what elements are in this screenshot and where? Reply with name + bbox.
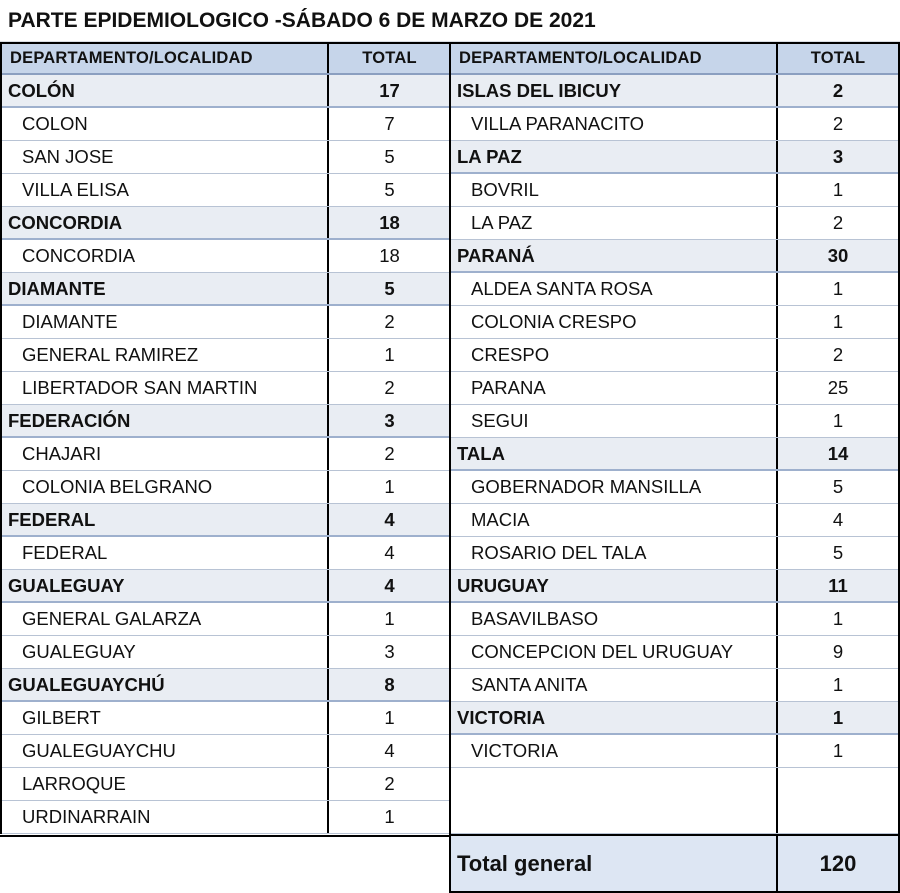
table-bottom-border: [0, 835, 450, 837]
locality-total: 1: [384, 707, 395, 728]
locality-row: [2, 174, 450, 207]
locality-name: SANTA ANITA: [451, 669, 778, 701]
locality-name: VICTORIA: [451, 735, 778, 767]
locality-total: 1: [832, 311, 844, 332]
locality-total: 4: [384, 740, 395, 761]
locality-total: 25: [827, 377, 849, 398]
locality-row: [2, 537, 450, 570]
locality-total: 5: [384, 146, 395, 167]
department-total: 18: [379, 212, 400, 233]
header-total: TOTAL: [810, 49, 866, 67]
locality-total: 1: [832, 674, 844, 695]
department-total: 17: [379, 80, 400, 101]
locality-total: 2: [832, 212, 844, 233]
right-table-header: [451, 42, 898, 75]
locality-total: 4: [384, 542, 395, 563]
department-row: [451, 702, 898, 735]
locality-row: [451, 372, 898, 405]
locality-name: GENERAL GALARZA: [2, 603, 329, 635]
department-row: [2, 207, 450, 240]
grand-total-label: Total general: [451, 836, 778, 891]
locality-row: [451, 108, 898, 141]
locality-total: 1: [832, 608, 844, 629]
department-name: LA PAZ: [451, 141, 778, 172]
locality-name: GUALEGUAYCHU: [2, 735, 329, 767]
locality-name: CRESPO: [451, 339, 778, 371]
locality-row: [2, 702, 450, 735]
header-place: DEPARTAMENTO/LOCALIDAD: [2, 44, 329, 73]
department-name: GUALEGUAYCHÚ: [2, 669, 329, 700]
locality-name: LARROQUE: [2, 768, 329, 800]
locality-name: COLONIA BELGRANO: [2, 471, 329, 503]
left-table-header: [2, 42, 450, 75]
department-name: PARANÁ: [451, 240, 778, 271]
department-name: DIAMANTE: [2, 273, 329, 304]
locality-total: 1: [384, 608, 395, 629]
locality-name: BOVRIL: [451, 174, 778, 206]
department-row: [2, 405, 450, 438]
department-row: [451, 75, 898, 108]
left-table: [0, 42, 450, 834]
locality-row: [2, 735, 450, 768]
department-total: 3: [384, 410, 395, 431]
locality-row: [2, 306, 450, 339]
department-name: ISLAS DEL IBICUY: [451, 75, 778, 106]
locality-name: SAN JOSE: [2, 141, 329, 173]
locality-row: [451, 405, 898, 438]
department-total: 14: [827, 443, 849, 464]
locality-name: ALDEA SANTA ROSA: [451, 273, 778, 305]
locality-name: COLONIA CRESPO: [451, 306, 778, 338]
locality-total: 2: [384, 443, 395, 464]
locality-row: [451, 537, 898, 570]
locality-row: [2, 372, 450, 405]
locality-total: 5: [832, 476, 844, 497]
locality-row: [451, 603, 898, 636]
locality-name: GUALEGUAY: [2, 636, 329, 668]
locality-total: 2: [384, 311, 395, 332]
locality-name: VILLA ELISA: [2, 174, 329, 206]
locality-total: 1: [832, 179, 844, 200]
department-name: FEDERACIÓN: [2, 405, 329, 436]
department-name: VICTORIA: [451, 702, 778, 733]
locality-name: COLON: [2, 108, 329, 140]
department-total: 11: [828, 575, 848, 596]
locality-row: [2, 438, 450, 471]
locality-row: [2, 603, 450, 636]
department-total: 30: [827, 245, 849, 266]
locality-row: [451, 273, 898, 306]
locality-total: 1: [832, 410, 844, 431]
locality-row: [451, 306, 898, 339]
locality-row: [2, 768, 450, 801]
locality-row: [2, 339, 450, 372]
locality-name: CONCEPCION DEL URUGUAY: [451, 636, 778, 668]
locality-total: 7: [384, 113, 395, 134]
locality-name: PARANA: [451, 372, 778, 404]
locality-row: [451, 669, 898, 702]
department-name: TALA: [451, 438, 778, 469]
department-total: 8: [384, 674, 395, 695]
locality-name: LA PAZ: [451, 207, 778, 239]
locality-row: [451, 207, 898, 240]
locality-total: 2: [384, 377, 395, 398]
locality-name: GOBERNADOR MANSILLA: [451, 471, 778, 503]
locality-row: [451, 735, 898, 768]
locality-total: 1: [832, 740, 844, 761]
department-total: 5: [384, 278, 395, 299]
right-table-body: [451, 75, 898, 768]
locality-name: ROSARIO DEL TALA: [451, 537, 778, 569]
department-name: FEDERAL: [2, 504, 329, 535]
locality-total: 2: [832, 344, 844, 365]
department-total: 2: [832, 80, 844, 101]
locality-name: SEGUI: [451, 405, 778, 437]
report-title: PARTE EPIDEMIOLOGICO -SÁBADO 6 DE MARZO DE 2021: [0, 0, 900, 42]
department-name: GUALEGUAY: [2, 570, 329, 601]
locality-name: CONCORDIA: [2, 240, 329, 272]
department-row: [451, 438, 898, 471]
locality-name: URDINARRAIN: [2, 801, 329, 833]
department-row: [2, 504, 450, 537]
department-total: 4: [384, 575, 395, 596]
department-name: COLÓN: [2, 75, 329, 106]
department-row: [2, 570, 450, 603]
empty-row: [451, 768, 898, 834]
locality-total: 4: [832, 509, 844, 530]
department-row: [451, 570, 898, 603]
department-row: [2, 273, 450, 306]
locality-row: [451, 471, 898, 504]
grand-total-value: 120: [819, 851, 857, 876]
locality-row: [451, 339, 898, 372]
locality-row: [451, 636, 898, 669]
locality-name: DIAMANTE: [2, 306, 329, 338]
department-total: 1: [832, 707, 844, 728]
locality-row: [2, 240, 450, 273]
locality-name: GILBERT: [2, 702, 329, 734]
locality-row: [2, 108, 450, 141]
locality-name: FEDERAL: [2, 537, 329, 569]
locality-total: 3: [384, 641, 395, 662]
locality-row: [451, 174, 898, 207]
locality-name: LIBERTADOR SAN MARTIN: [2, 372, 329, 404]
department-name: CONCORDIA: [2, 207, 329, 238]
locality-total: 9: [832, 641, 844, 662]
locality-row: [2, 141, 450, 174]
locality-row: [2, 636, 450, 669]
locality-total: 18: [379, 245, 400, 266]
locality-row: [2, 801, 450, 834]
department-row: [451, 141, 898, 174]
department-row: [2, 75, 450, 108]
department-row: [451, 240, 898, 273]
locality-total: 2: [832, 113, 844, 134]
department-total: 3: [832, 146, 844, 167]
locality-name: GENERAL RAMIREZ: [2, 339, 329, 371]
locality-name: VILLA PARANACITO: [451, 108, 778, 140]
locality-total: 1: [384, 806, 395, 827]
locality-total: 5: [384, 179, 395, 200]
locality-total: 5: [832, 542, 844, 563]
header-place: DEPARTAMENTO/LOCALIDAD: [451, 44, 778, 73]
header-total: TOTAL: [362, 49, 417, 67]
right-table: [449, 42, 900, 893]
left-table-body: [2, 75, 450, 834]
locality-total: 2: [384, 773, 395, 794]
locality-name: BASAVILBASO: [451, 603, 778, 635]
locality-total: 1: [832, 278, 844, 299]
locality-row: [451, 504, 898, 537]
locality-name: MACIA: [451, 504, 778, 536]
locality-name: CHAJARI: [2, 438, 329, 470]
locality-row: [2, 471, 450, 504]
locality-total: 1: [384, 344, 395, 365]
department-name: URUGUAY: [451, 570, 778, 601]
department-row: [2, 669, 450, 702]
grand-total-row: [451, 834, 898, 893]
locality-total: 1: [384, 476, 395, 497]
department-total: 4: [384, 509, 395, 530]
